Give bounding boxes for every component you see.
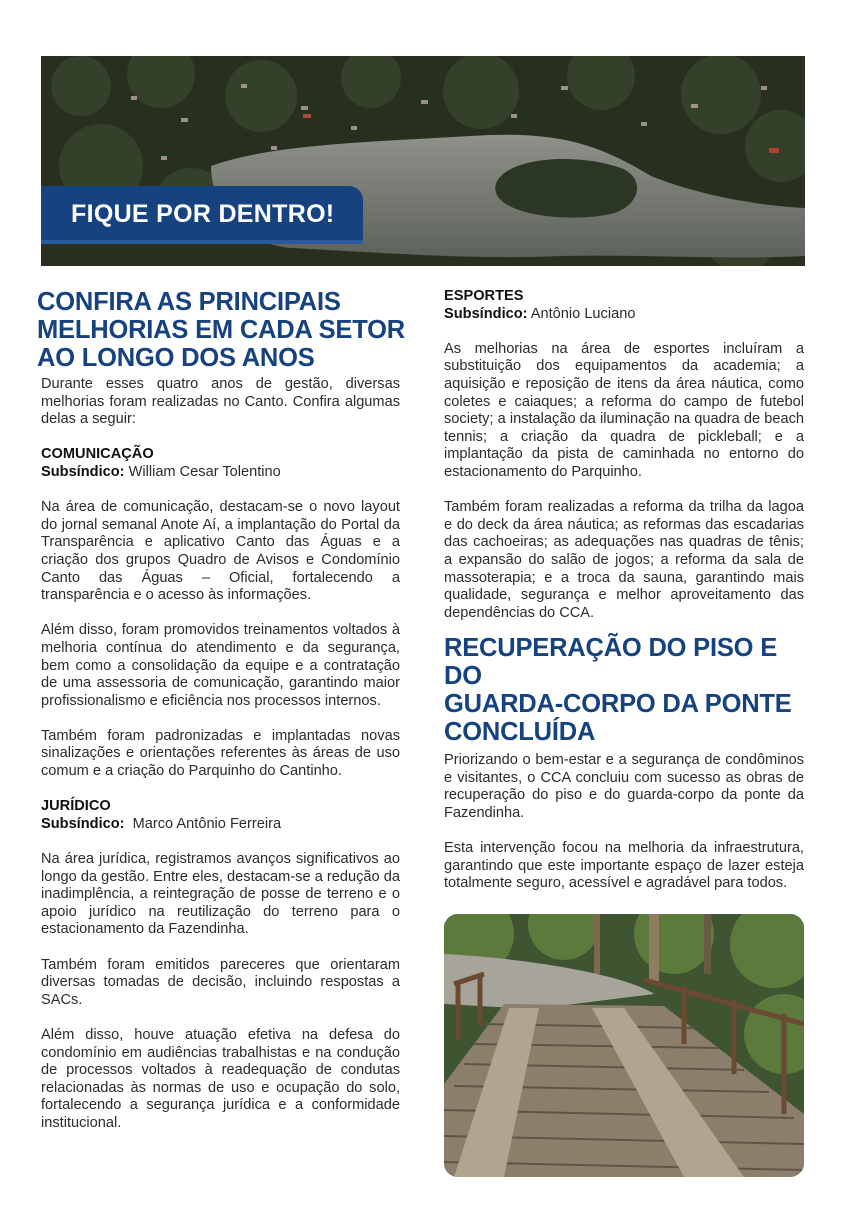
juridico-paragraph-2: Também foram emitidos pareceres que orientaram diversas tomadas de decisão, incluindo respostas a SACs. [41,956,400,1008]
banner-label: FIQUE POR DENTRO! [71,200,335,228]
left-column [37,288,406,1133]
section-title-esportes: ESPORTES [444,288,524,304]
comunicacao-paragraph-3: Também foram padronizadas e implantadas novas sinalizações e orientações referentes às áreas de uso comum e a criação do Parquinho do Cantinho. [41,727,400,780]
subsindico-juridico: Subsíndico: Marco Antônio Ferreira [41,815,282,832]
intro-paragraph: Durante esses quatro anos de gestão, diversas melhorias foram realizadas no Canto. Confira algumas delas a seguir: [41,376,400,428]
section-banner [41,186,363,244]
subsindico-comunicacao: Subsíndico: William Cesar Tolentino [41,463,281,480]
ponte-paragraph-1: Priorizando o bem-estar e a segurança de condôminos e visitantes, o CCA concluiu com sucesso as obras de recuperação do piso e do guarda-corpo da ponte da Fazendinha. [444,752,804,822]
ponte-paragraph-2: Esta intervenção focou na melhoria da infraestrutura, garantindo que este importante espaço de lazer esteja totalmente seguro, acessível e agradável para todos. [444,840,804,892]
right-column [444,288,804,893]
subsindico-esportes: Subsíndico: Antônio Luciano [444,305,636,322]
ponte-heading: RECUPERAÇÃO DO PISO E DO GUARDA-CORPO DA PONTE CONCLUÍDA [444,634,792,747]
juridico-paragraph-1: Na área jurídica, registramos avanços significativos ao longo da gestão. Entre eles, destacam-se a redução da inadimplência, a reintegração de posse de terreno e o apoio jurídico na reutilização do terreno para o estacionamento da Fazendinha. [41,851,400,938]
esportes-paragraph-1: As melhorias na área de esportes incluíram a substituição dos equipamentos da academia; a aquisição e reposição de itens da área náutica, como coletes e caiaques; a reforma do campo de futebol society; a instalação da iluminação na quadra de beach tennis; a criação da quadra de pickleball; e a implantação da pista de caminhada no entorno do estacionamento do Parquinho. [444,340,804,480]
bridge-photo [444,914,804,1177]
comunicacao-paragraph-1: Na área de comunicação, destacam-se o novo layout do jornal semanal Anote Aí, a implantação do Portal da Transparência e aplicativo Canto das Águas e a criação dos grupos Quadro de Avisos e Condomínio Canto das Águas – Oficial, fortalecendo a transparência e o acesso às informações. [41,499,400,604]
juridico-paragraph-3: Além disso, houve atuação efetiva na defesa do condomínio em audiências trabalhistas e na condução de processos voltados à readequação de condutas relacionadas às normas de uso e ocupação do solo, fortalecendo a segurança jurídica e a conformidade institucional. [41,1026,400,1131]
comunicacao-paragraph-2: Além disso, foram promovidos treinamentos voltados à melhoria contínua do atendimento e da segurança, bem como a consolidação da equipe e a contratação de uma assessoria de comunicação, garantindo maior profissionalismo e eficiência nos processos internos. [41,622,400,709]
main-heading: CONFIRA AS PRINCIPAIS MELHORIAS EM CADA SETOR AO LONGO DOS ANOS [37,288,406,372]
section-title-comunicacao: COMUNICAÇÃO [41,446,154,463]
section-title-juridico: JURÍDICO [41,798,111,815]
esportes-paragraph-2: Também foram realizadas a reforma da trilha da lagoa e do deck da área náutica; as reformas das escadarias das cachoeiras; as adequações nas quadras de tênis; a expansão do salão de jogos; a reforma da sala de massoterapia; e a troca da sauna, garantindo mais qualidade, segurança e melhor aproveitamento das dependências do CCA. [444,499,804,621]
